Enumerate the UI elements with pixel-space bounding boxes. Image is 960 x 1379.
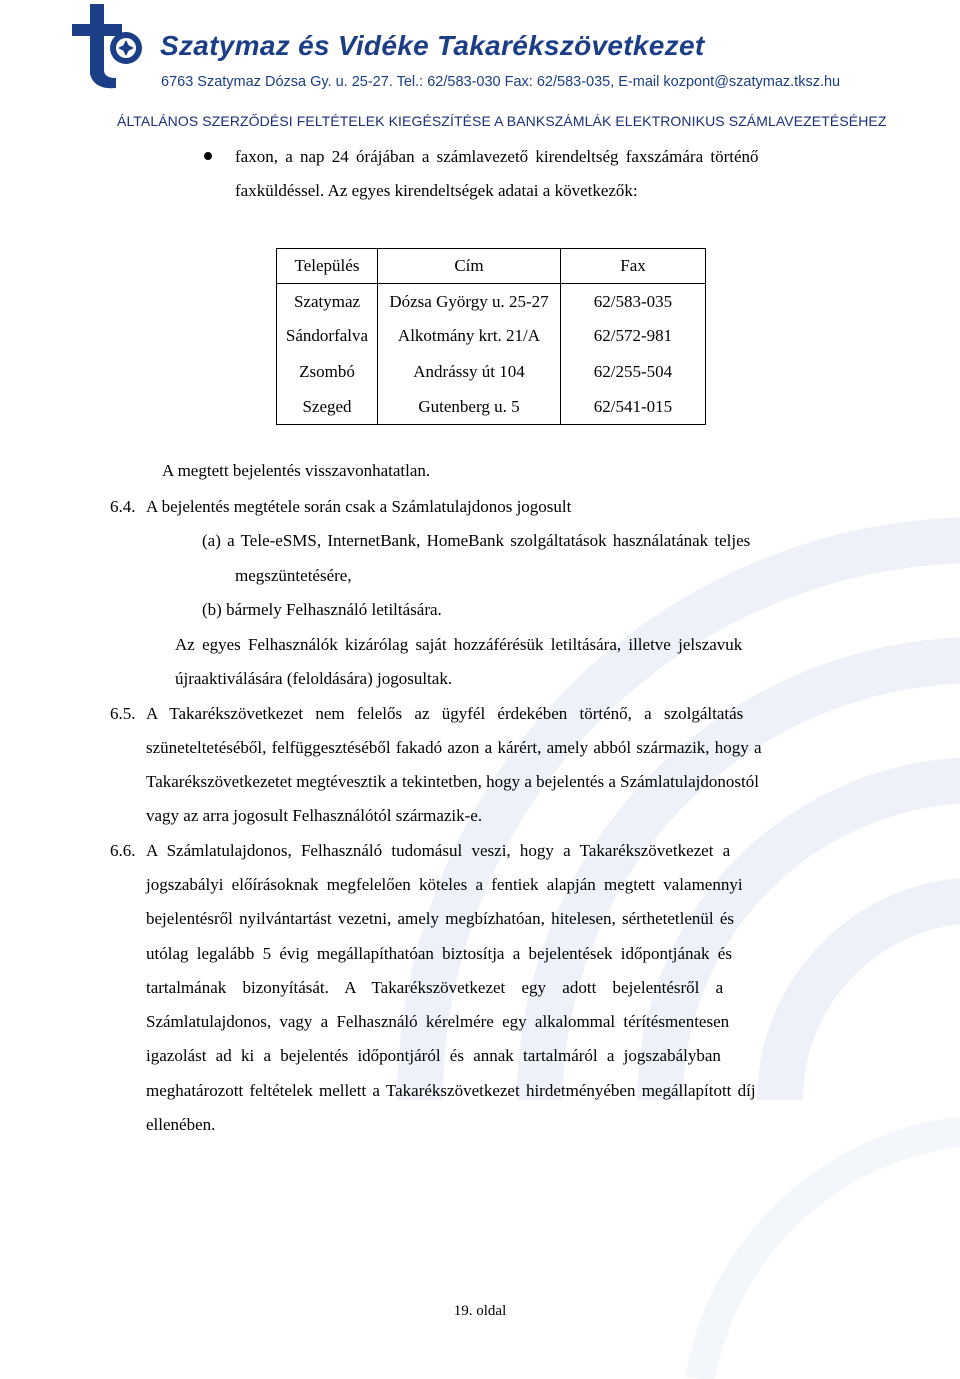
bullet-dot — [204, 152, 212, 160]
paragraph-line: utólag legalább 5 évig megállapíthatóan biztosítja a bejelentések időpontjának és — [146, 944, 732, 963]
section-number: 6.6. — [110, 841, 136, 860]
paragraph-line: szüneteltetéséből, felfüggesztéséből fakadó azon a kárért, amely abból származik, hogy a — [146, 738, 762, 757]
table-cell: Zsombó — [277, 354, 378, 389]
paragraph-line: ellenében. — [146, 1115, 216, 1134]
table-cell: Alkotmány krt. 21/A — [378, 319, 561, 354]
table-header-cell: Fax — [561, 249, 706, 284]
section-number: 6.5. — [110, 704, 136, 723]
table-cell: Gutenberg u. 5 — [378, 389, 561, 424]
paragraph-line: bejelentésről nyilvántartást vezetni, amely megbízhatóan, hitelesen, sérthetetlenül és — [146, 909, 735, 928]
org-name: Szatymaz és Vidéke Takarékszövetkezet — [160, 30, 705, 61]
logo-icon — [64, 4, 148, 92]
table-cell: Szatymaz — [277, 284, 378, 319]
paragraph-line: meghatározott feltételek mellett a Takarékszövetkezet hirdetményében megállapított díj — [146, 1081, 756, 1100]
table-header-cell: Cím — [378, 249, 561, 284]
table-row — [277, 389, 706, 424]
paragraph-line: jogszabályi előírásoknak megfelelően köteles a fentiek alapján megtett valamennyi — [146, 875, 743, 894]
table-cell: Andrássy út 104 — [378, 354, 561, 389]
table-cell: Dózsa György u. 25-27 — [378, 284, 561, 319]
branch-table — [276, 248, 706, 425]
section-number: 6.4. — [110, 497, 136, 516]
paragraph-line: Számlatulajdonos, vagy a Felhasználó kérelmére egy alkalommal térítésmentesen — [146, 1012, 730, 1031]
page-header — [0, 0, 960, 135]
table-cell: Szeged — [277, 389, 378, 424]
table-row — [277, 284, 706, 319]
table-cell: 62/583-035 — [561, 284, 706, 319]
table-cell: 62/572-981 — [561, 319, 706, 354]
table-cell: Sándorfalva — [277, 319, 378, 354]
paragraph-line: tartalmának bizonyítását. A Takarékszövetkezet egy adott bejelentésről a — [146, 978, 724, 997]
paragraph-line: vagy az arra jogosult Felhasználótól származik-e. — [146, 806, 483, 825]
bullet-line-1-text: faxon, a nap 24 órájában a számlavezető kirendeltség faxszámára történő — [235, 147, 759, 166]
paragraph-line: igazolást ad ki a bejelentés időpontjáról és annak tartalmáról a jogszabályban — [146, 1046, 721, 1065]
users-line-2: újraaktiválására (feloldására) jogosultak. — [175, 669, 453, 688]
paragraph-line: A Takarékszövetkezet nem felelős az ügyfél érdekében történő, a szolgáltatás — [146, 704, 744, 723]
page-number: 19. oldal — [453, 1303, 507, 1319]
org-address: 6763 Szatymaz Dózsa Gy. u. 25-27. Tel.: 62/583-030 Fax: 62/583-035, E-mail kozpont@szatymaz.tksz.hu — [161, 74, 841, 90]
irrevocable-note: A megtett bejelentés visszavonhatatlan. — [162, 461, 431, 480]
paragraph-line: Takarékszövetkezetet megtévesztik a tekintetben, hogy a bejelentés a Számlatulajdonostól — [146, 772, 759, 791]
section-text: A bejelentés megtétele során csak a Számlatulajdonos jogosult — [146, 497, 572, 516]
table-header-cell: Település — [277, 249, 378, 284]
table-row — [277, 354, 706, 389]
list-item-a-line-1: (a) a Tele-eSMS, InternetBank, HomeBank szolgáltatások használatának teljes — [202, 531, 751, 550]
document-title: ÁLTALÁNOS SZERZŐDÉSI FELTÉTELEK KIEGÉSZÍTÉSE A BANKSZÁMLÁK ELEKTRONIKUS SZÁMLAVEZETÉSÉHEZ — [117, 113, 887, 129]
table-cell: 62/541-015 — [561, 389, 706, 424]
paragraph-line: A Számlatulajdonos, Felhasználó tudomásul veszi, hogy a Takarékszövetkezet a — [146, 841, 731, 860]
list-item-b: (b) bármely Felhasználó letiltására. — [202, 600, 442, 619]
bullet-line-2: faxküldéssel. Az egyes kirendeltségek adatai a következők: — [235, 181, 638, 200]
list-item-a-line-2: megszüntetésére, — [235, 566, 352, 585]
users-line-1: Az egyes Felhasználók kizárólag saját hozzáférésük letiltására, illetve jelszavuk — [175, 635, 743, 654]
table-cell: 62/255-504 — [561, 354, 706, 389]
table-row — [277, 319, 706, 354]
bullet-line-1 — [235, 146, 867, 168]
table-header-row — [277, 249, 706, 284]
